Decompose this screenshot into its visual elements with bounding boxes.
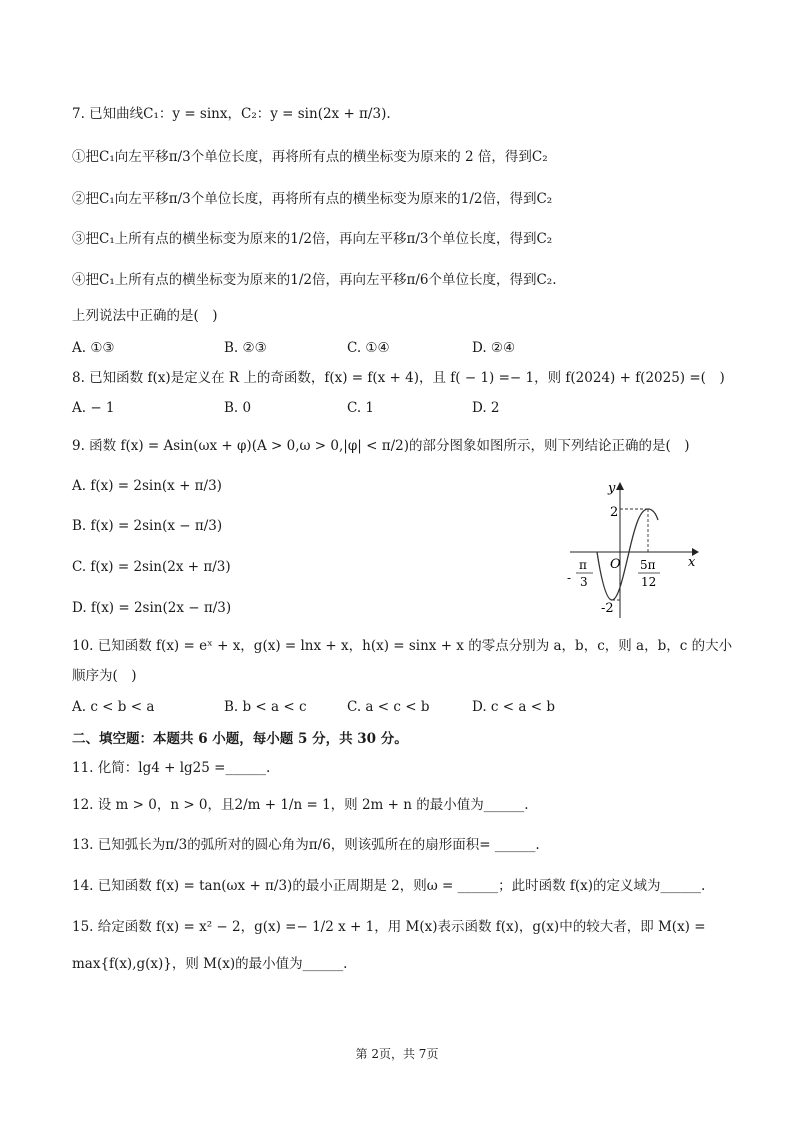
q7-statement-2: ②把C₁向左平移π/3个单位长度，再将所有点的横坐标变为原来的1/2倍，得到C₂: [72, 191, 553, 207]
q10-stem-line2: 顺序为( ): [72, 668, 137, 684]
x-right-denominator: 12: [641, 575, 657, 589]
q7-option-b: B. ②③: [224, 340, 267, 356]
q9-option-c: C. f(x) = 2sin(2x + π/3): [72, 559, 231, 575]
y-axis-label: y: [608, 481, 616, 496]
q15-line1: 15. 给定函数 f(x) = x² − 2，g(x) =− 1/2 x + 1，用 M(x)表示函数 f(x)，g(x)中的较大者，即 M(x) =: [72, 919, 706, 935]
section-heading: 二、填空题：本题共 6 小题，每小题 5 分，共 30 分。: [72, 731, 408, 747]
q9-option-a: A. f(x) = 2sin(x + π/3): [72, 478, 222, 494]
q7-statement-4: ④把C₁上所有点的横坐标变为原来的1/2倍，再向左平移π/6个单位长度，得到C₂.: [72, 272, 557, 288]
q12: 12. 设 m > 0，n > 0，且2/m + 1/n = 1，则 2m + n 的最小值为______.: [72, 797, 529, 813]
q10-option-c: C. a < c < b: [347, 699, 430, 715]
y-min-label: -2: [601, 601, 614, 616]
q7-statement-1: ①把C₁向左平移π/3个单位长度，再将所有点的横坐标变为原来的 2 倍，得到C₂: [72, 149, 548, 165]
q9-option-b: B. f(x) = 2sin(x − π/3): [72, 518, 223, 534]
q8-option-d: D. 2: [472, 400, 500, 416]
origin-label: O: [610, 557, 621, 572]
page-footer: 第 2页，共 7页: [355, 1047, 439, 1061]
y-axis-arrow-icon: [616, 482, 624, 490]
q9-option-d: D. f(x) = 2sin(2x − π/3): [72, 600, 232, 616]
q10-option-d: D. c < a < b: [472, 699, 555, 715]
q14: 14. 已知函数 f(x) = tan(ωx + π/3)的最小正周期是 2，则ω = ______；此时函数 f(x)的定义域为______.: [72, 878, 706, 894]
q7-option-c: C. ①④: [347, 340, 390, 356]
q11: 11. 化简：lg4 + lg25 =______.: [72, 760, 271, 776]
q9-sine-graph: [560, 478, 710, 626]
q8-option-c: C. 1: [347, 400, 375, 416]
x-left-numerator: π: [579, 558, 587, 572]
q13: 13. 已知弧长为π/3的弧所对的圆心角为π/6，则该弧所在的扇形面积= ______.: [72, 837, 540, 853]
q7-option-d: D. ②④: [472, 340, 516, 356]
x-axis-label: x: [688, 555, 696, 570]
x-left-denominator: 3: [580, 575, 588, 589]
x-right-numerator: 5π: [640, 558, 656, 572]
q8-option-a: A. − 1: [72, 400, 115, 416]
x-left-sign: -: [567, 571, 572, 585]
q7-ask: 上列说法中正确的是( ): [72, 308, 218, 324]
q10-option-b: B. b < a < c: [224, 699, 307, 715]
q10-option-a: A. c < b < a: [72, 699, 155, 715]
q7-option-a: A. ①③: [72, 340, 115, 356]
q8-option-b: B. 0: [224, 400, 252, 416]
q15-line2: max{f(x),g(x)}，则 M(x)的最小值为______.: [72, 956, 348, 972]
q9-stem: 9. 函数 f(x) = Asin(ωx + φ)(A > 0,ω > 0,|φ| < π/2)的部分图象如图所示，则下列结论正确的是( ): [72, 438, 690, 454]
q8-stem: 8. 已知函数 f(x)是定义在 R 上的奇函数，f(x) = f(x + 4)，且 f( − 1) =− 1，则 f(2024) + f(2025) =( ): [72, 370, 725, 386]
q7-statement-3: ③把C₁上所有点的横坐标变为原来的1/2倍，再向左平移π/3个单位长度，得到C₂: [72, 231, 553, 247]
q10-stem-line1: 10. 已知函数 f(x) = eˣ + x，g(x) = lnx + x，h(x) = sinx + x 的零点分别为 a，b，c，则 a，b，c 的大小: [72, 638, 733, 654]
q7-stem: 7. 已知曲线C₁：y = sinx，C₂：y = sin(2x + π/3).: [72, 106, 391, 122]
y-max-label: 2: [610, 505, 619, 520]
